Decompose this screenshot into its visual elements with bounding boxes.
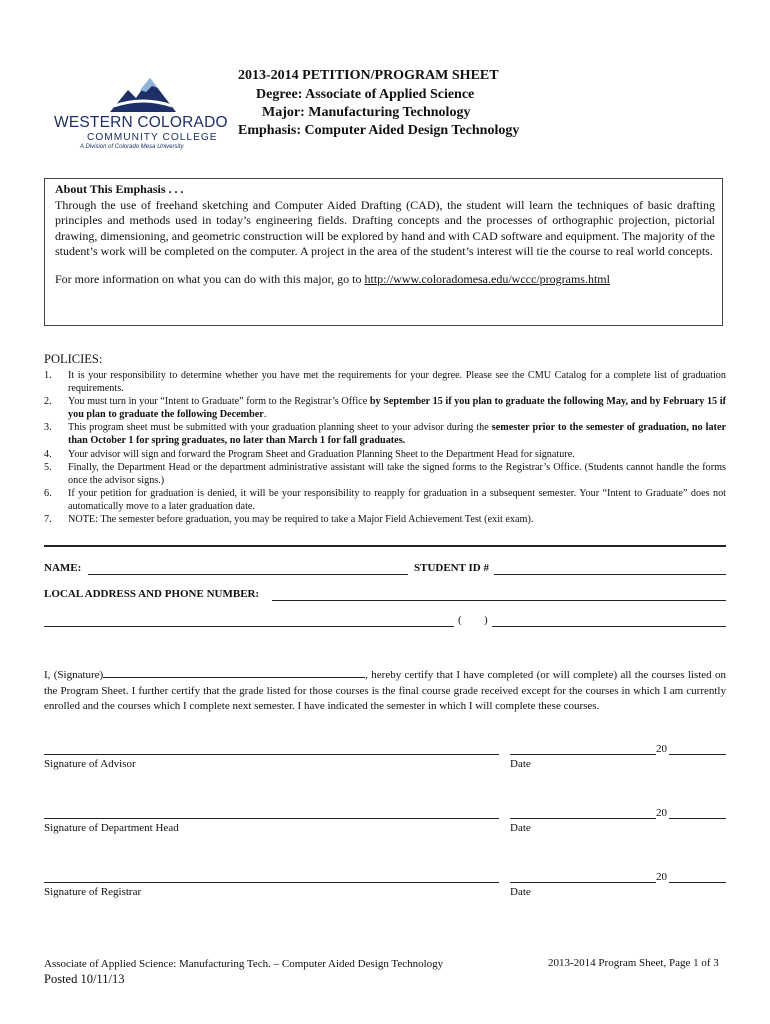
phone-close-paren: ) bbox=[484, 614, 488, 626]
policy-text-end: . bbox=[263, 409, 267, 421]
advisor-date-field[interactable] bbox=[510, 754, 656, 755]
advisor-signature-field[interactable] bbox=[44, 754, 499, 755]
student-id-label: STUDENT ID # bbox=[414, 562, 489, 574]
footer-program-name: Associate of Applied Science: Manufacturing Tech. – Computer Aided Design Technology bbox=[44, 958, 444, 970]
policy-item bbox=[44, 461, 726, 487]
policy-text: This program sheet must be submitted with your graduation planning sheet to your advisor during the bbox=[68, 422, 492, 434]
policy-item bbox=[44, 448, 726, 461]
advisor-year-prefix: 20 bbox=[656, 743, 667, 755]
policy-item bbox=[44, 421, 726, 447]
more-info bbox=[55, 272, 715, 288]
policy-bold-text: semester prior to the semester of graduation, no later than October 1 for spring graduates, no later than March 1 for fall graduates. bbox=[68, 422, 726, 447]
registrar-year-field[interactable] bbox=[669, 882, 726, 883]
certify-prefix: I, (Signature) bbox=[44, 669, 104, 681]
policy-number: 1. bbox=[44, 370, 52, 381]
registrar-signature-label: Signature of Registrar bbox=[44, 886, 142, 898]
dept-head-date-field[interactable] bbox=[510, 818, 656, 819]
policy-number: 4. bbox=[44, 448, 52, 460]
phone-field[interactable] bbox=[492, 626, 726, 627]
policy-text: Finally, the Department Head or the department administrative assistant will take the signed forms to the Registrar’s Office. (Students cannot handle the forms once the advisor signs.) bbox=[68, 461, 726, 486]
policy-text: It is your responsibility to determine whether you have met the requirements for your degree. Please see the CMU Catalog for a complete list of graduation requirements. bbox=[68, 370, 726, 395]
logo-subtitle: COMMUNITY COLLEGE bbox=[87, 132, 218, 143]
footer-left bbox=[44, 957, 443, 987]
policy-text: Your advisor will sign and forward the Program Sheet and Graduation Planning Sheet to the Department Head for signature. bbox=[68, 448, 575, 460]
logo-name: WESTERN COLORADO bbox=[54, 114, 228, 131]
about-title: About This Emphasis . . . bbox=[55, 182, 184, 196]
policy-number: 7. bbox=[44, 514, 52, 526]
registrar-year-prefix: 20 bbox=[656, 871, 667, 883]
advisor-date-label: Date bbox=[510, 758, 531, 770]
major-line: Major: Manufacturing Technology bbox=[262, 105, 471, 120]
emphasis-line: Emphasis: Computer Aided Design Technology bbox=[238, 123, 520, 138]
dept-head-year-prefix: 20 bbox=[656, 807, 667, 819]
name-field[interactable] bbox=[88, 574, 408, 575]
footer-page-info: 2013-2014 Program Sheet, Page 1 of 3 bbox=[548, 957, 719, 969]
policies-list bbox=[44, 369, 726, 526]
logo-tagline: A Division of Colorado Mesa University bbox=[80, 144, 184, 150]
policy-text: You must turn in your “Intent to Graduate” form to the Registrar’s Office bbox=[68, 396, 370, 408]
more-info-text: For more information on what you can do with this major, go to bbox=[55, 271, 365, 286]
advisor-signature-label: Signature of Advisor bbox=[44, 758, 136, 770]
certify-text: , hereby certify that I have completed (or will complete) all the courses listed on the Program Sheet. I further certify that the grade listed for those courses is the final course grade received except for the courses in which I am currently enrolled and the courses which I complete next semester. I have indicated the semester in which I will complete these courses. bbox=[44, 669, 726, 712]
policy-item bbox=[44, 513, 726, 526]
policy-text: If your petition for graduation is denied, it will be your responsibility to reapply for graduation in a subsequent semester. Your “Intent to Graduate” does not automatically move to a later graduation date. bbox=[68, 487, 726, 512]
phone-open-paren: ( bbox=[458, 614, 462, 626]
policy-item bbox=[44, 395, 726, 421]
programs-link[interactable]: http://www.coloradomesa.edu/wccc/programs.html bbox=[364, 271, 610, 286]
sheet-title: 2013-2014 PETITION/PROGRAM SHEET bbox=[238, 68, 499, 83]
certification-statement bbox=[44, 667, 726, 715]
section-divider bbox=[44, 545, 726, 547]
student-id-field[interactable] bbox=[494, 574, 726, 575]
degree-line: Degree: Associate of Applied Science bbox=[256, 87, 475, 102]
registrar-date-label: Date bbox=[510, 886, 531, 898]
name-label: NAME: bbox=[44, 562, 82, 574]
dept-head-signature-label: Signature of Department Head bbox=[44, 822, 179, 834]
mountain-logo-icon bbox=[110, 76, 176, 112]
policy-item bbox=[44, 487, 726, 513]
college-logo bbox=[52, 76, 227, 154]
policy-item bbox=[44, 369, 726, 395]
advisor-year-field[interactable] bbox=[669, 754, 726, 755]
dept-head-signature-field[interactable] bbox=[44, 818, 499, 819]
address-field[interactable] bbox=[272, 600, 726, 601]
policy-number: 3. bbox=[44, 422, 52, 434]
dept-head-date-label: Date bbox=[510, 822, 531, 834]
registrar-signature-field[interactable] bbox=[44, 882, 499, 883]
registrar-date-field[interactable] bbox=[510, 882, 656, 883]
policies-title: POLICIES: bbox=[44, 352, 103, 366]
policy-number: 2. bbox=[44, 396, 52, 408]
policy-text: NOTE: The semester before graduation, you may be required to take a Major Field Achievement Test (exit exam). bbox=[68, 514, 534, 526]
policy-number: 6. bbox=[44, 487, 52, 499]
address-field-line2[interactable] bbox=[44, 626, 454, 627]
address-label: LOCAL ADDRESS AND PHONE NUMBER: bbox=[44, 588, 260, 600]
policy-number: 5. bbox=[44, 461, 52, 473]
student-signature-field[interactable] bbox=[103, 667, 365, 678]
about-body: Through the use of freehand sketching and Computer Aided Drafting (CAD), the student will learn the techniques of basic drafting principles and methods used in today’s engineering fields. Drafting concepts and the processes of orthographic projection, pictorial drawing, dimensioning, and geometric construction will be explored by hand and with CAD software and equipment. The majority of the student’s work will be completed on the computer. A project in the area of the student’s interest will tie the course to real world concepts. bbox=[55, 197, 715, 258]
dept-head-year-field[interactable] bbox=[669, 818, 726, 819]
about-emphasis-box bbox=[44, 178, 723, 326]
footer-posted-date: Posted 10/11/13 bbox=[44, 972, 125, 986]
policy-bold-text: by September 15 if you plan to graduate the following May, and by February 15 if you plan to graduate the following December bbox=[68, 396, 726, 421]
